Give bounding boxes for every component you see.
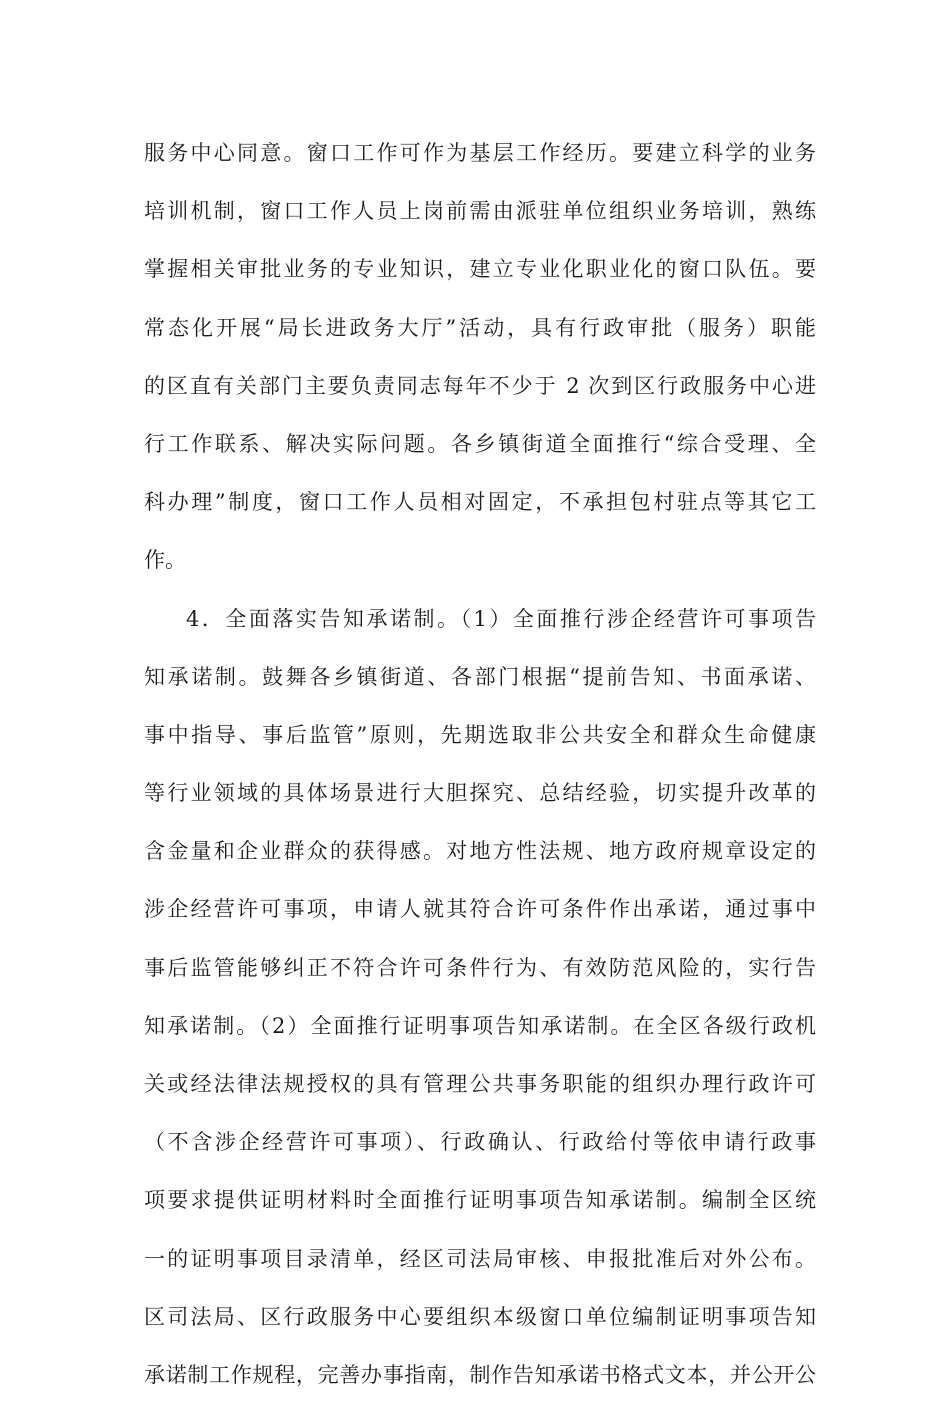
text-line: 区司法局、区行政服务中心要组织本级窗口单位编制证明事项告知 — [144, 1304, 816, 1329]
text-line: 项要求提供证明材料时全面推行证明事项告知承诺制。编制全区统 — [144, 1188, 816, 1213]
text-line: 知承诺制。（2）全面推行证明事项告知承诺制。在全区各级行政机 — [144, 1013, 816, 1038]
text-line: 一的证明事项目录清单，经区司法局审核、申报批准后对外公布。 — [144, 1246, 816, 1271]
text-line: 行工作联系、解决实际问题。各乡镇街道全面推行“综合受理、全 — [144, 431, 816, 456]
text-line: 承诺制工作规程，完善办事指南，制作告知承诺书格式文本，并公开公 — [144, 1362, 816, 1387]
text-line: （不含涉企经营许可事项）、行政确认、行政给付等依申请行政事 — [144, 1130, 816, 1155]
text-line: 作。 — [144, 548, 186, 573]
text-line: 掌握相关审批业务的专业知识，建立专业化职业化的窗口队伍。要 — [144, 257, 816, 282]
text-line: 等行业领域的具体场景进行大胆探究、总结经验，切实提升改革的 — [144, 781, 816, 806]
text-line: 服务中心同意。窗口工作可作为基层工作经历。要建立科学的业务 — [144, 141, 816, 165]
text-line: 知承诺制。鼓舞各乡镇街道、各部门根据“提前告知、书面承诺、 — [144, 664, 816, 689]
text-line: 科办理”制度，窗口工作人员相对固定，不承担包村驻点等其它工 — [144, 490, 816, 515]
section-heading-line: 4．全面落实告知承诺制。（1）全面推行涉企经营许可事项告 — [186, 606, 816, 631]
text-line: 事中指导、事后监管”原则，先期选取非公共安全和群众生命健康 — [144, 722, 816, 747]
text-line: 事后监管能够纠正不符合许可条件行为、有效防范风险的，实行告 — [144, 955, 816, 980]
text-line: 涉企经营许可事项，申请人就其符合许可条件作出承诺，通过事中 — [144, 897, 816, 922]
text-line: 培训机制，窗口工作人员上岗前需由派驻单位组织业务培训，熟练 — [144, 199, 816, 224]
text-line: 常态化开展“局长进政务大厅”活动，具有行政审批（服务）职能 — [144, 315, 816, 340]
text-line: 的区直有关部门主要负责同志每年不少于 2 次到区行政服务中心进 — [144, 373, 816, 398]
text-line: 关或经法律法规授权的具有管理公共事务职能的组织办理行政许可 — [144, 1072, 816, 1096]
body-text — [144, 130, 816, 1410]
text-line: 含金量和企业群众的获得感。对地方性法规、地方政府规章设定的 — [144, 839, 816, 864]
